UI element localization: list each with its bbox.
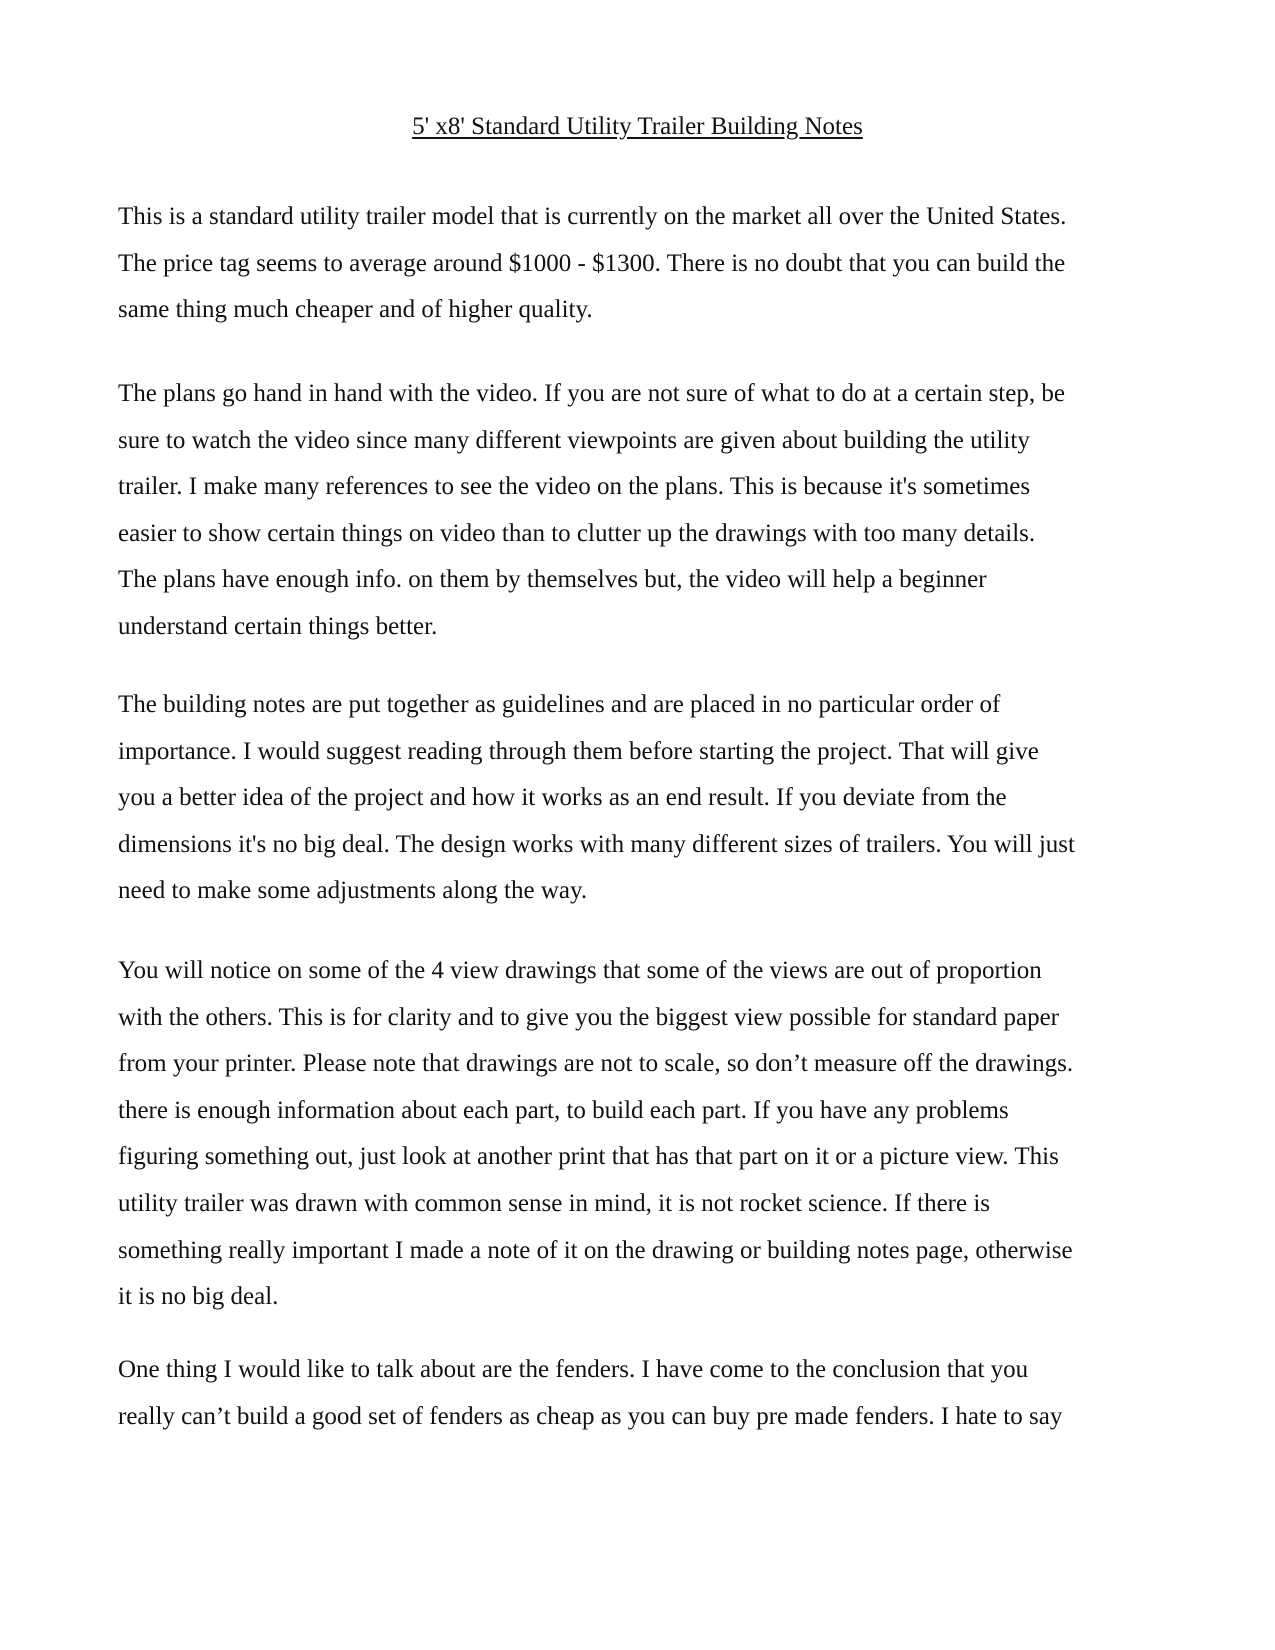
- text-line: easier to show certain things on video than to clutter up the drawings with too many details.: [118, 519, 1036, 547]
- text-line: The plans have enough info. on them by themselves but, the video will help a beginner: [118, 566, 987, 594]
- text-line: from your printer. Please note that drawings are not to scale, so don’t measure off the drawings.: [118, 1050, 1074, 1078]
- text-line: sure to watch the video since many different viewpoints are given about building the utility: [118, 426, 1030, 454]
- text-line: utility trailer was drawn with common sense in mind, it is not rocket science. If there is: [118, 1189, 991, 1217]
- text-line: The plans go hand in hand with the video. If you are not sure of what to do at a certain step, be: [118, 380, 1065, 407]
- text-line: need to make some adjustments along the way.: [118, 877, 588, 905]
- text-line: something really important I made a note of it on the drawing or building notes page, otherwise: [118, 1236, 1073, 1264]
- text-line: same thing much cheaper and of higher quality.: [118, 296, 593, 324]
- text-line: One thing I would like to talk about are the fenders. I have come to the conclusion that you: [118, 1356, 1029, 1383]
- paragraph-intro: [118, 194, 1178, 334]
- text-line: it is no big deal.: [118, 1283, 279, 1311]
- document-title: 5' x8' Standard Utility Trailer Building Notes: [412, 113, 863, 140]
- text-line: understand certain things better.: [118, 612, 438, 640]
- text-line: importance. I would suggest reading through them before starting the project. That will give: [118, 737, 1039, 765]
- text-line: there is enough information about each part, to build each part. If you have any problems: [118, 1096, 1009, 1124]
- paragraph-fenders: [118, 1347, 1178, 1440]
- text-line: figuring something out, just look at another print that has that part on it or a picture view. This: [118, 1143, 1059, 1171]
- paragraph-building-notes: [118, 682, 1178, 915]
- text-line: The price tag seems to average around $1000 - $1300. There is no doubt that you can build the: [118, 249, 1066, 277]
- text-line: dimensions it's no big deal. The design works with many different sizes of trailers. You will just: [118, 830, 1075, 858]
- text-line: really can’t build a good set of fenders as cheap as you can buy pre made fenders. I hate to say: [118, 1402, 1063, 1430]
- paragraph-drawings: [118, 948, 1178, 1321]
- text-line: you a better idea of the project and how it works as an end result. If you deviate from the: [118, 784, 1007, 812]
- text-line: The building notes are put together as guidelines and are placed in no particular order of: [118, 691, 1001, 718]
- text-line: This is a standard utility trailer model that is currently on the market all over the United States.: [118, 203, 1067, 230]
- text-line: with the others. This is for clarity and to give you the biggest view possible for standard paper: [118, 1003, 1060, 1031]
- paragraph-video: [118, 371, 1178, 651]
- text-line: trailer. I make many references to see the video on the plans. This is because it's sometimes: [118, 473, 1031, 501]
- text-line: You will notice on some of the 4 view drawings that some of the views are out of proportion: [118, 957, 1042, 984]
